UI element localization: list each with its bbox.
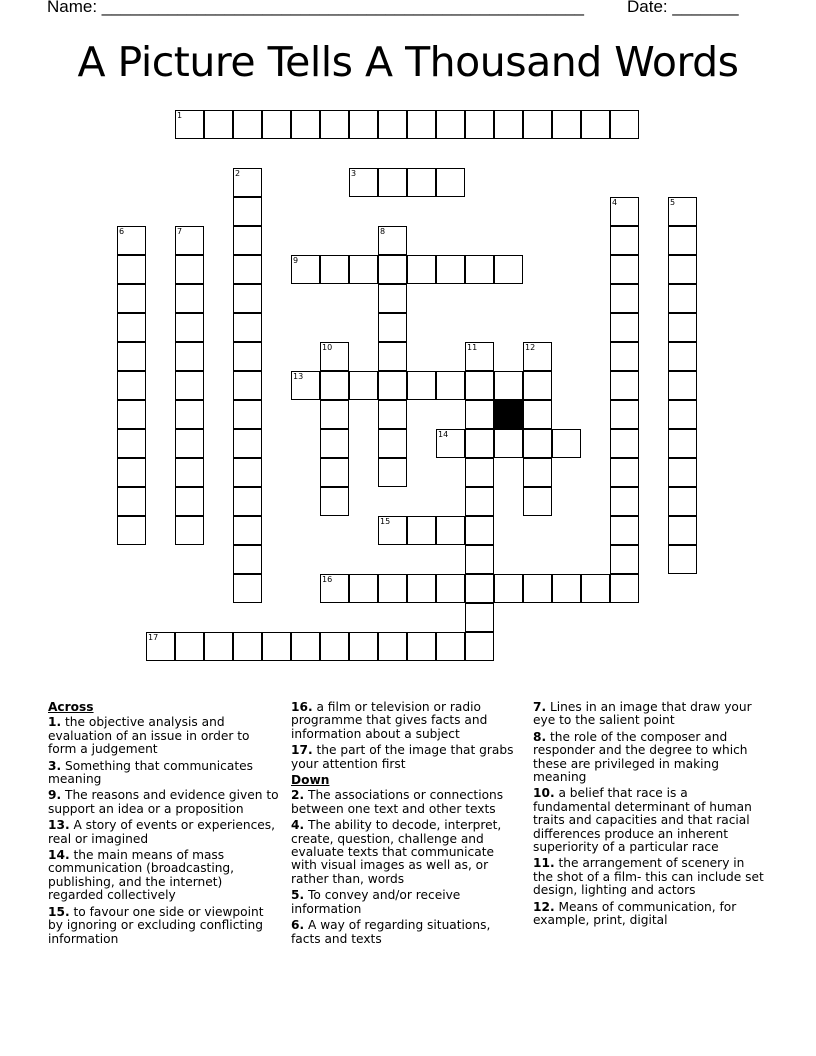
grid-cell[interactable] [175,429,204,458]
grid-cell[interactable] [291,371,320,400]
grid-cell[interactable] [465,574,494,603]
clue-number: 6 [119,227,125,236]
grid-cell[interactable] [320,458,349,487]
grid-cell[interactable] [117,458,146,487]
grid-cell[interactable] [436,110,465,139]
grid-cell[interactable] [523,371,552,400]
grid-cell[interactable] [378,400,407,429]
grid-cell[interactable] [610,197,639,226]
grid-cell[interactable] [407,168,436,197]
grid-cell[interactable] [349,574,378,603]
clue-across-3: 3. Something that communicates meaning [48,758,253,787]
grid-cell[interactable] [117,342,146,371]
clue-across-13: 13. A story of events or experiences, real or imagined [48,818,276,846]
clue-down-11: 11. the arrangement of scenery in the shot of a film- this can include set design, lighting and actors [533,856,764,898]
clue-number: 17 [148,633,159,642]
grid-cell[interactable] [233,400,262,429]
grid-cell[interactable] [175,313,204,342]
grid-cell[interactable] [465,371,494,400]
grid-cell[interactable] [175,371,204,400]
clue-down-5: 5. To convey and/or receive information [291,888,461,916]
clue-across-14: 14. the main means of mass communication (broadcasting, publishing, and the internet) regarded collectively [48,848,235,903]
grid-cell[interactable] [320,371,349,400]
grid-cell[interactable] [668,284,697,313]
grid-cell[interactable] [291,255,320,284]
grid-cell[interactable] [233,632,262,661]
grid-cell[interactable] [233,342,262,371]
grid-cell[interactable] [407,371,436,400]
grid-cell[interactable] [378,429,407,458]
grid-cell[interactable] [668,487,697,516]
grid-cell[interactable] [668,545,697,574]
grid-cell[interactable] [320,400,349,429]
clue-number: 14 [438,430,449,439]
grid-cell[interactable] [668,313,697,342]
grid-cell[interactable] [668,429,697,458]
grid-cell[interactable] [378,516,407,545]
clue-number: 15 [380,517,391,526]
grid-cell[interactable] [117,516,146,545]
clue-across-15: 15. to favour one side or viewpoint by ignoring or excluding conflicting information [48,904,264,946]
grid-cell[interactable] [610,313,639,342]
grid-cell[interactable] [610,226,639,255]
grid-cell[interactable] [668,342,697,371]
grid-cell[interactable] [378,574,407,603]
grid-cell[interactable] [465,458,494,487]
grid-cell[interactable] [349,255,378,284]
grid-cell[interactable] [407,632,436,661]
grid-cell[interactable] [349,371,378,400]
grid-cell[interactable] [523,110,552,139]
grid-cell[interactable] [175,487,204,516]
clue-number: 11 [467,343,478,352]
grid-cell[interactable] [233,429,262,458]
clue-column-2 [291,701,523,949]
down-heading: Down [291,773,330,788]
grid-cell[interactable] [407,516,436,545]
grid-cell[interactable] [668,226,697,255]
grid-cell[interactable] [233,458,262,487]
grid-cell[interactable] [407,110,436,139]
clue-across-9: 9. The reasons and evidence given to support an idea or a proposition [48,788,279,816]
grid-cell[interactable] [320,487,349,516]
clue-number: 8 [380,227,386,236]
grid-cell[interactable] [494,429,523,458]
grid-cell[interactable] [175,342,204,371]
grid-cell[interactable] [117,371,146,400]
grid-cell[interactable] [262,110,291,139]
grid-cell[interactable] [378,255,407,284]
grid-cell[interactable] [233,110,262,139]
grid-cell[interactable] [436,255,465,284]
date-field-label: Date: _______ [627,0,739,16]
grid-cell[interactable] [175,516,204,545]
grid-cell[interactable] [494,255,523,284]
clue-number: 7 [177,227,183,236]
grid-cell[interactable] [233,284,262,313]
grid-cell[interactable] [668,255,697,284]
grid-cell[interactable] [233,545,262,574]
clue-number: 13 [293,372,304,381]
clue-down-4: 4. The ability to decode, interpret, create, question, challenge and evaluate texts that communicate with visual images as well as, or rather than, words [291,818,502,886]
grid-cell[interactable] [523,342,552,371]
grid-cell[interactable] [320,574,349,603]
grid-cell[interactable] [117,400,146,429]
grid-cell[interactable] [378,110,407,139]
grid-cell[interactable] [581,574,610,603]
grid-cell[interactable] [465,632,494,661]
grid-cell[interactable] [552,429,581,458]
clue-column-1 [48,701,280,949]
grid-cell[interactable] [233,197,262,226]
grid-cell[interactable] [291,632,320,661]
grid-cell[interactable] [610,371,639,400]
grid-cell[interactable] [233,226,262,255]
grid-cell[interactable] [465,487,494,516]
across-heading: Across [48,700,94,714]
clue-number: 3 [351,169,357,178]
grid-cell[interactable] [610,545,639,574]
grid-cell[interactable] [407,255,436,284]
name-field-label: Name: ___________________________________________________ [47,0,584,16]
grid-cell[interactable] [523,400,552,429]
grid-cell[interactable] [349,168,378,197]
grid-cell[interactable] [233,168,262,197]
grid-cell[interactable] [175,110,204,139]
grid-cell[interactable] [233,255,262,284]
grid-cell[interactable] [175,632,204,661]
grid-cell[interactable] [320,342,349,371]
grid-cell[interactable] [668,516,697,545]
grid-cell[interactable] [175,255,204,284]
grid-cell[interactable] [378,313,407,342]
grid-cell[interactable] [523,574,552,603]
grid-cell[interactable] [668,458,697,487]
clue-across-1: 1. the objective analysis and evaluation of an issue in order to form a judgement [48,715,250,757]
grid-cell[interactable] [320,255,349,284]
grid-cell[interactable] [610,284,639,313]
grid-cell[interactable] [465,400,494,429]
grid-cell[interactable] [378,284,407,313]
grid-cell[interactable] [349,110,378,139]
clue-column-3 [533,701,765,931]
grid-cell[interactable] [117,313,146,342]
grid-cell[interactable] [175,284,204,313]
grid-cell[interactable] [610,342,639,371]
grid-cell[interactable] [117,284,146,313]
grid-cell[interactable] [552,110,581,139]
grid-cell[interactable] [610,458,639,487]
grid-cell[interactable] [552,574,581,603]
clue-across-16: 16. a film or television or radio programme that gives facts and information about a subject [291,700,488,741]
clue-number: 9 [293,256,299,265]
grid-cell[interactable] [610,516,639,545]
grid-cell[interactable] [610,400,639,429]
clue-down-2: 2. The associations or connections between one text and other texts [291,788,504,816]
grid-cell[interactable] [233,516,262,545]
grid-cell[interactable] [378,342,407,371]
grid-cell[interactable] [291,110,320,139]
grid-cell[interactable] [233,487,262,516]
grid-cell[interactable] [320,429,349,458]
grid-cell[interactable] [320,110,349,139]
grid-cell[interactable] [262,632,291,661]
grid-cell[interactable] [436,168,465,197]
grid-cell[interactable] [610,110,639,139]
grid-cell[interactable] [146,632,175,661]
grid-cell[interactable] [233,371,262,400]
grid-cell[interactable] [436,429,465,458]
clue-down-8: 8. the role of the composer and responder and the degree to which these are privileged in making meaning [533,729,748,785]
grid-cell[interactable] [436,371,465,400]
clue-number: 5 [670,198,676,207]
grid-cell[interactable] [523,429,552,458]
grid-cell[interactable] [117,487,146,516]
grid-cell[interactable] [349,632,378,661]
grid-cell[interactable] [494,371,523,400]
clue-down-6: 6. A way of regarding situations, facts and texts [291,918,491,946]
grid-cell[interactable] [465,603,494,632]
grid-cell[interactable] [465,429,494,458]
grid-cell[interactable] [523,487,552,516]
grid-cell[interactable] [117,226,146,255]
clue-number: 1 [177,111,183,120]
grid-cell[interactable] [610,574,639,603]
clue-down-10: 10. a belief that race is a fundamental determinant of human traits and capacities and that racial differences produce an inherent superiority of a particular race [533,786,752,855]
grid-cell[interactable] [436,516,465,545]
grid-cell[interactable] [668,371,697,400]
page-title: A Picture Tells A Thousand Words [77,38,739,86]
grid-cell[interactable] [117,429,146,458]
grid-cell[interactable] [465,255,494,284]
grid-cell[interactable] [175,400,204,429]
clue-down-7: 7. Lines in an image that draw your eye to the salient point [533,700,752,728]
grid-cell[interactable] [494,574,523,603]
clue-down-12: 12. Means of communication, for example, print, digital [533,899,737,928]
grid-cell[interactable] [494,110,523,139]
clue-number: 2 [235,169,241,178]
clue-across-17: 17. the part of the image that grabs your attention first [291,743,514,771]
grid-cell[interactable] [465,516,494,545]
grid-cell[interactable] [668,197,697,226]
grid-cell[interactable] [610,255,639,284]
grid-cell[interactable] [320,632,349,661]
grid-cell[interactable] [233,313,262,342]
grid-cell[interactable] [465,342,494,371]
grid-cell[interactable] [117,255,146,284]
grid-cell[interactable] [233,574,262,603]
grid-cell[interactable] [610,429,639,458]
clue-number: 12 [525,343,536,352]
grid-block [494,400,523,429]
grid-cell[interactable] [378,632,407,661]
grid-cell[interactable] [378,226,407,255]
clue-number: 10 [322,343,333,352]
grid-cell[interactable] [436,632,465,661]
grid-cell[interactable] [378,371,407,400]
grid-cell[interactable] [465,110,494,139]
grid-cell[interactable] [610,487,639,516]
grid-cell[interactable] [175,458,204,487]
grid-cell[interactable] [523,458,552,487]
grid-cell[interactable] [378,458,407,487]
grid-cell[interactable] [465,545,494,574]
grid-cell[interactable] [378,168,407,197]
grid-cell[interactable] [407,574,436,603]
grid-cell[interactable] [175,226,204,255]
grid-cell[interactable] [581,110,610,139]
grid-cell[interactable] [204,632,233,661]
grid-cell[interactable] [668,400,697,429]
clue-number: 16 [322,575,333,584]
grid-cell[interactable] [436,574,465,603]
clue-number: 4 [612,198,618,207]
grid-cell[interactable] [204,110,233,139]
